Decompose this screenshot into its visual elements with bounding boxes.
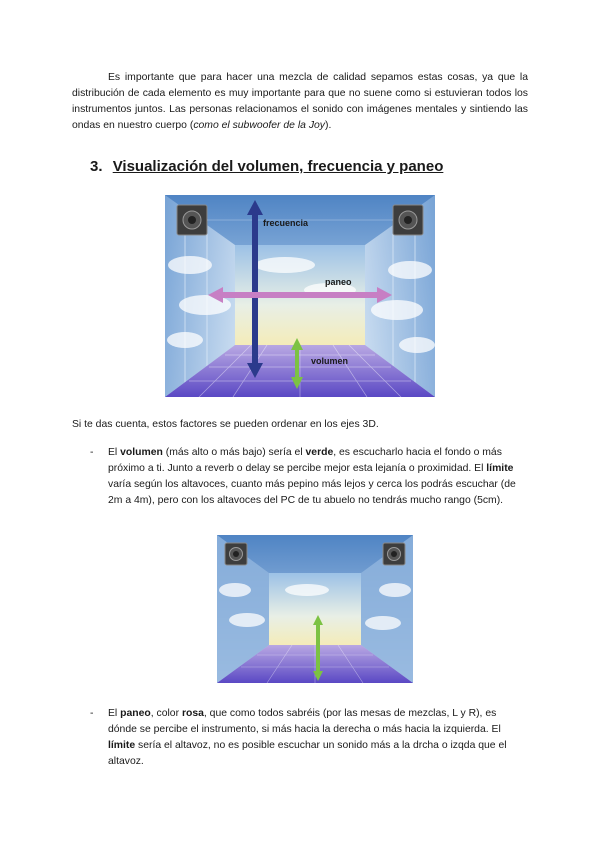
paneo-label: paneo (325, 277, 352, 287)
bullet1-text-1: El (108, 447, 121, 458)
bullet-dash: - (90, 708, 94, 719)
section-title: Visualización del volumen, frecuencia y paneo (112, 158, 444, 175)
caption-text: Si te das cuenta, estos factores se pueden ordenar en los ejes 3D. (72, 419, 379, 430)
figure-volumen-svg (217, 535, 413, 683)
bullet2-text-1: El (108, 708, 121, 719)
bullet1-bold-verde: verde (305, 447, 334, 458)
figure-3d-axes (165, 195, 435, 397)
speaker-left-icon (225, 543, 247, 565)
bullet-paneo (90, 706, 528, 770)
speaker-right-icon (393, 205, 423, 235)
intro-end: ). (325, 120, 332, 131)
bullet2-bold-limite: límite (108, 740, 136, 751)
bullet1-text-4: varía según los altavoces, cuanto más pepino más lejos y cerca los podrás escuchar (de 2m a 4m), pero con los altavoces del PC de tu abuelo no tendrás mucho rango (5cm). (108, 479, 516, 506)
intro-paragraph (72, 70, 528, 134)
intro-italic: como el subwoofer de la Joy (193, 120, 325, 131)
speaker-right-icon (383, 543, 405, 565)
bullet-volumen (90, 445, 528, 525)
bullet2-text-2: , color (150, 708, 182, 719)
frecuencia-label: frecuencia (263, 218, 309, 228)
bullet2-bold-rosa: rosa (181, 708, 204, 719)
bullet2-bold-paneo: paneo (120, 708, 151, 719)
figure-3d-axes-svg (165, 195, 435, 397)
section-number: 3. (90, 158, 103, 175)
bullet1-bold-limite: límite (486, 463, 514, 474)
section-heading (90, 158, 443, 175)
bullet2-text-4: sería el altavoz, no es posible escuchar un sonido más a la drcha o izqda que el altavoz. (108, 740, 507, 767)
bullet2-text-3: , que como todos sabréis (por las mesas de mezclas, L y R), es dónde se percibe el instrumento, si más hacia la derecha o más hacia la izquierda. El (108, 708, 501, 735)
bullet1-text-3: , es escucharlo hacia el fondo o más próximo a ti. Junto a reverb o delay se percibe mejor esta lejanía o proximidad. El (108, 447, 502, 474)
speaker-left-icon (177, 205, 207, 235)
figure-volumen (217, 535, 413, 683)
bullet1-bold-volumen: volumen (120, 447, 163, 458)
volumen-label: volumen (311, 356, 349, 366)
bullet1-text-2: (más alto o más bajo) sería el (162, 447, 306, 458)
intro-text: Es importante que para hacer una mezcla de calidad sepamos estas cosas, ya que la distribución de cada elemento es muy importante para que no suene como si estuvieran todos los instrumentos juntos. Las personas relacionamos el sonido con imágenes mentales y sintiendo las ondas en nuestro cuerpo ( (72, 72, 528, 131)
bullet-dash: - (90, 447, 94, 458)
